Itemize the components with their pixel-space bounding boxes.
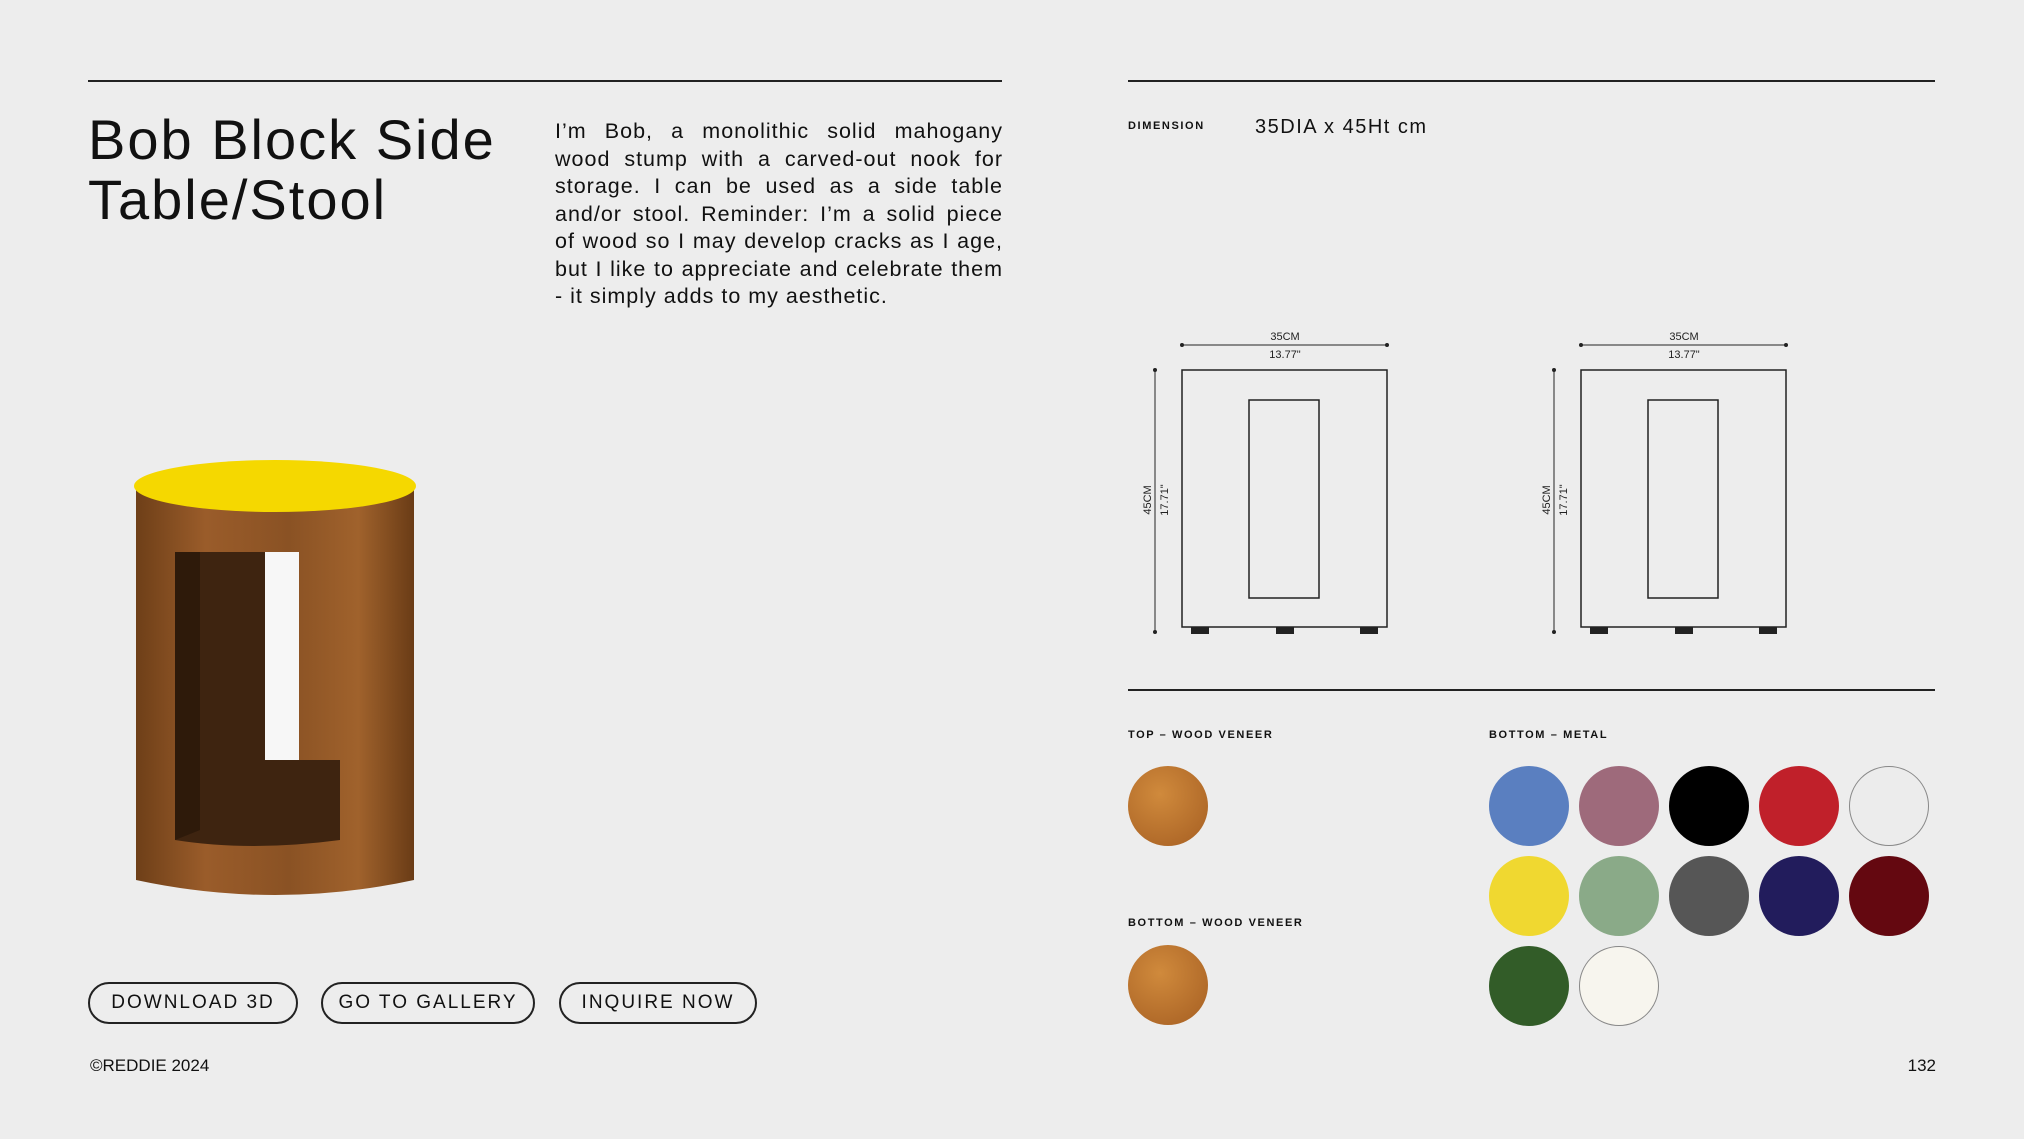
metal-color-swatch[interactable] xyxy=(1489,856,1569,936)
go-to-gallery-button[interactable]: GO TO GALLERY xyxy=(321,982,535,1024)
right-top-rule xyxy=(1128,80,1935,82)
metal-color-swatch[interactable] xyxy=(1669,856,1749,936)
product-title-line2: Table/Stool xyxy=(88,168,388,231)
dimension-value: 35DIA x 45Ht cm xyxy=(1255,116,1428,138)
metal-color-swatch[interactable] xyxy=(1579,946,1659,1026)
drawing-height-cm: 45CM xyxy=(1541,485,1553,515)
top-wood-veneer-label: TOP – WOOD VENEER xyxy=(1128,729,1274,741)
technical-drawing-front xyxy=(1140,328,1400,638)
copyright: ©REDDIE 2024 xyxy=(90,1056,210,1075)
metal-color-swatch[interactable] xyxy=(1759,766,1839,846)
swatch-top-wood[interactable] xyxy=(1128,766,1208,846)
drawing-height-in: 17.71" xyxy=(1159,484,1171,516)
right-middle-rule xyxy=(1128,689,1935,691)
metal-color-swatch[interactable] xyxy=(1759,856,1839,936)
metal-color-swatch[interactable] xyxy=(1579,856,1659,936)
bottom-metal-label: BOTTOM – METAL xyxy=(1489,729,1609,741)
metal-color-swatch[interactable] xyxy=(1849,766,1929,846)
metal-color-swatch[interactable] xyxy=(1849,856,1929,936)
metal-color-swatch[interactable] xyxy=(1669,766,1749,846)
drawing-width-in: 13.77" xyxy=(1668,349,1700,361)
product-title-line1: Bob Block Side xyxy=(88,108,496,171)
inquire-now-button[interactable]: INQUIRE NOW xyxy=(559,982,757,1024)
drawing-height-in: 17.71" xyxy=(1558,484,1570,516)
drawing-height-cm: 45CM xyxy=(1142,485,1154,515)
drawing-width-cm: 35CM xyxy=(1270,331,1300,343)
metal-color-swatch[interactable] xyxy=(1489,946,1569,1026)
drawing-width-cm: 35CM xyxy=(1669,331,1699,343)
download-3d-button[interactable]: DOWNLOAD 3D xyxy=(88,982,298,1024)
page-number: 132 xyxy=(1907,1056,1936,1075)
dimension-label: DIMENSION xyxy=(1128,120,1205,132)
swatch-bottom-wood[interactable] xyxy=(1128,945,1208,1025)
product-description: I’m Bob, a monolithic solid mahogany wood stump with a carved-out nook for storage. I can be used as a side table and/or stool. Reminder: I’m a solid piece of wood so I may develop cracks as I age, but I like to appreciate and celebrate them - it simply adds to my aesthetic. xyxy=(555,119,1003,308)
metal-color-swatch[interactable] xyxy=(1489,766,1569,846)
metal-color-swatch[interactable] xyxy=(1579,766,1659,846)
drawing-width-in: 13.77" xyxy=(1269,349,1301,361)
stool-image xyxy=(130,460,420,900)
product-title xyxy=(88,110,548,230)
left-top-rule xyxy=(88,80,1002,82)
bottom-wood-veneer-label: BOTTOM – WOOD VENEER xyxy=(1128,917,1304,929)
technical-drawing-side xyxy=(1539,328,1799,638)
